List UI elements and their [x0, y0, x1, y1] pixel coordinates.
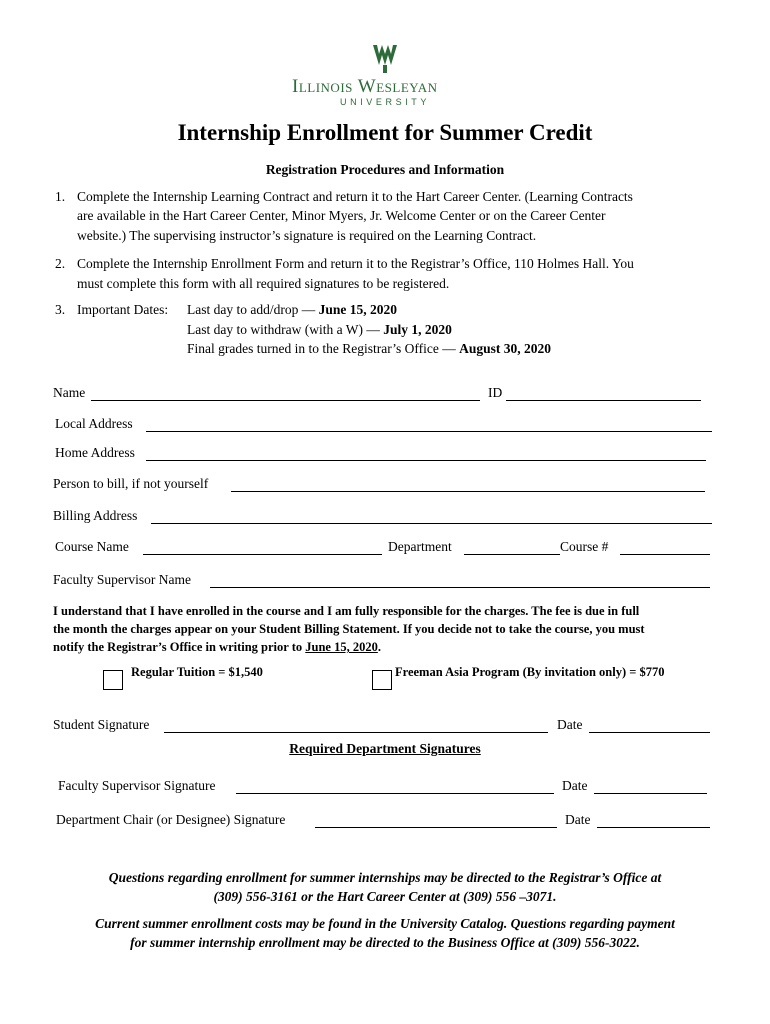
step-number: 3.: [55, 302, 66, 317]
course-number-label: Course #: [560, 539, 609, 554]
step-number: 1.: [55, 189, 66, 204]
regular-tuition-label: Regular Tuition = $1,540: [131, 665, 263, 679]
logo-university-sub: UNIVERSITY: [340, 97, 431, 107]
student-signature-field[interactable]: [164, 720, 548, 733]
required-signatures-title: Required Department Signatures: [289, 741, 481, 756]
section-subtitle: Registration Procedures and Information: [265, 162, 505, 177]
logo-university-name: Illinois Wesleyan: [292, 76, 438, 97]
step-text: must complete this form with all required signatures to be registered.: [77, 276, 450, 291]
department-label: Department: [388, 539, 452, 554]
billing-address-label: Billing Address: [53, 508, 138, 523]
university-logo-icon: [372, 45, 398, 73]
id-field[interactable]: [506, 388, 701, 401]
step-number: 2.: [55, 256, 66, 271]
course-name-field[interactable]: [143, 542, 382, 555]
step-text: are available in the Hart Career Center, Minor Myers, Jr. Welcome Center or on the Career Center: [77, 208, 606, 223]
faculty-supervisor-field[interactable]: [210, 575, 710, 588]
step-text: Complete the Internship Enrollment Form and return it to the Registrar’s Office, 110 Holmes Hall. You: [77, 256, 634, 271]
footer-questions: (309) 556-3161 or the Hart Career Center at (309) 556 –3071.: [213, 889, 557, 904]
footer-questions: Questions regarding enrollment for summer internships may be directed to the Registrar’s Office at: [108, 870, 662, 885]
date-item-add-drop: Last day to add/drop — June 15, 2020: [187, 302, 397, 317]
step-text: Complete the Internship Learning Contract and return it to the Hart Career Center. (Learning Contracts: [77, 189, 633, 204]
name-field[interactable]: [91, 388, 480, 401]
date-item-final-grades: Final grades turned in to the Registrar’s Office — August 30, 2020: [187, 341, 551, 356]
faculty-signature-field[interactable]: [236, 781, 554, 794]
billing-address-field[interactable]: [151, 511, 712, 524]
faculty-signature-label: Faculty Supervisor Signature: [58, 778, 216, 793]
local-address-label: Local Address: [55, 416, 133, 431]
student-signature-label: Student Signature: [53, 717, 150, 732]
footer-costs: Current summer enrollment costs may be found in the University Catalog. Questions regarding payment: [95, 916, 675, 931]
local-address-field[interactable]: [146, 419, 712, 432]
step-text: website.) The supervising instructor’s signature is required on the Learning Contract.: [77, 228, 537, 243]
chair-date-label: Date: [565, 812, 591, 827]
acknowledgment-text: the month the charges appear on your Student Billing Statement. If you decide not to take the course, you must: [53, 622, 645, 636]
chair-date-field[interactable]: [597, 815, 710, 828]
person-to-bill-label: Person to bill, if not yourself: [53, 476, 209, 491]
home-address-label: Home Address: [55, 445, 135, 460]
freeman-asia-checkbox[interactable]: [372, 670, 392, 690]
faculty-date-field[interactable]: [594, 781, 707, 794]
date-item-withdraw: Last day to withdraw (with a W) — July 1, 2020: [187, 322, 452, 337]
id-label: ID: [488, 385, 503, 400]
chair-signature-label: Department Chair (or Designee) Signature: [56, 812, 286, 827]
department-field[interactable]: [464, 542, 560, 555]
person-to-bill-field[interactable]: [231, 479, 705, 492]
home-address-field[interactable]: [146, 448, 706, 461]
name-label: Name: [53, 385, 86, 400]
acknowledgment-text: notify the Registrar’s Office in writing prior to June 15, 2020.: [53, 640, 381, 654]
chair-signature-field[interactable]: [315, 815, 557, 828]
dates-label: Important Dates:: [77, 302, 169, 317]
page-title: Internship Enrollment for Summer Credit: [177, 120, 593, 145]
faculty-date-label: Date: [562, 778, 588, 793]
student-date-label: Date: [557, 717, 583, 732]
acknowledgment-text: I understand that I have enrolled in the course and I am fully responsible for the charges. The fee is due in full: [53, 604, 640, 618]
footer-costs: for summer internship enrollment may be directed to the Business Office at (309) 556-3022.: [130, 935, 640, 950]
student-date-field[interactable]: [589, 720, 710, 733]
course-number-field[interactable]: [620, 542, 710, 555]
faculty-supervisor-label: Faculty Supervisor Name: [53, 572, 191, 587]
freeman-asia-label: Freeman Asia Program (By invitation only) = $770: [395, 665, 665, 679]
regular-tuition-checkbox[interactable]: [103, 670, 123, 690]
course-name-label: Course Name: [55, 539, 129, 554]
